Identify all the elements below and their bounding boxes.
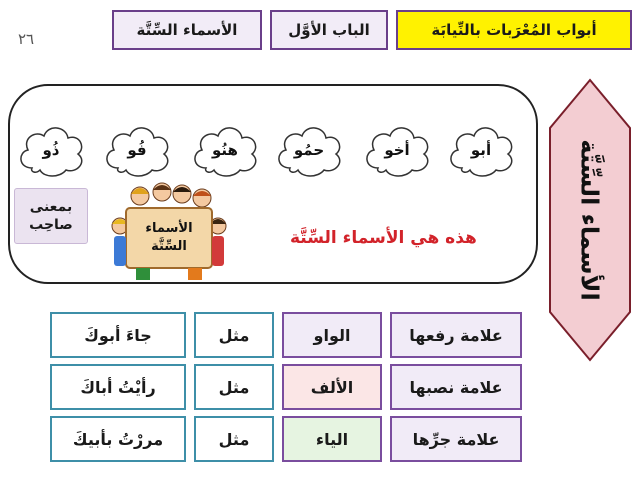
case-label: علامة رفعها bbox=[409, 325, 503, 345]
noun-cloud-hamu bbox=[272, 118, 346, 182]
case-cell-nasb bbox=[390, 364, 522, 410]
section-title: الباب الأوَّل bbox=[288, 21, 370, 39]
page-number: ٢٦ bbox=[18, 30, 35, 48]
noun-label: فُو bbox=[127, 141, 147, 159]
noun-cloud-fu bbox=[100, 118, 174, 182]
side-label-banner bbox=[548, 78, 632, 362]
case-label: علامة نصبها bbox=[409, 377, 503, 397]
noun-cloud-akhu bbox=[360, 118, 434, 182]
sign-label: الألف bbox=[310, 377, 354, 397]
noun-cloud-abu bbox=[444, 118, 518, 182]
nouns-panel bbox=[8, 84, 538, 284]
kids-sign-illustration bbox=[110, 182, 228, 282]
meaning-note bbox=[14, 188, 88, 244]
side-label-text: الأسماء السِّتَّة bbox=[576, 139, 604, 301]
noun-label: هنُو bbox=[212, 141, 238, 159]
case-label: علامة جرِّها bbox=[412, 429, 500, 449]
chapter-title: أبواب المُعْرَبات بالنِّيابَة bbox=[431, 21, 597, 39]
example-label-cell bbox=[194, 364, 274, 410]
noun-label: أخو bbox=[384, 141, 410, 159]
example-label: مثل bbox=[218, 325, 250, 345]
case-cell-jarr bbox=[390, 416, 522, 462]
topic-title: الأسماء السِّتَّة bbox=[136, 21, 238, 39]
section-title-box bbox=[270, 10, 388, 50]
noun-cloud-hanu bbox=[188, 118, 262, 182]
sign-cell-ya bbox=[282, 416, 382, 462]
noun-cloud-dhu bbox=[14, 118, 88, 182]
example-cell bbox=[50, 312, 186, 358]
noun-label: ذُو bbox=[42, 141, 60, 159]
noun-label: حمُو bbox=[293, 141, 325, 159]
example-cell bbox=[50, 364, 186, 410]
example-label-cell bbox=[194, 312, 274, 358]
case-cell-raf bbox=[390, 312, 522, 358]
example-label: مثل bbox=[218, 377, 250, 397]
noun-label: أبو bbox=[470, 141, 492, 159]
example-label: مثل bbox=[218, 429, 250, 449]
example-text: رأيْتُ أباكَ bbox=[80, 377, 156, 397]
topic-title-box bbox=[112, 10, 262, 50]
meaning-note-text: بمعنى صاحِب bbox=[29, 199, 73, 233]
nouns-caption: هذه هي الأسماء السِّتَّة bbox=[290, 228, 477, 248]
sign-cell-alif bbox=[282, 364, 382, 410]
example-cell bbox=[50, 416, 186, 462]
chapter-title-box bbox=[396, 10, 632, 50]
sign-text: الأسماء السِّتَّة bbox=[145, 221, 193, 254]
example-label-cell bbox=[194, 416, 274, 462]
example-text: جاءَ أبوكَ bbox=[84, 325, 152, 345]
sign-label: الواو bbox=[313, 325, 351, 345]
example-text: مررْتُ بأبيكَ bbox=[72, 429, 164, 449]
sign-label: الياء bbox=[315, 429, 349, 449]
sign-cell-waw bbox=[282, 312, 382, 358]
